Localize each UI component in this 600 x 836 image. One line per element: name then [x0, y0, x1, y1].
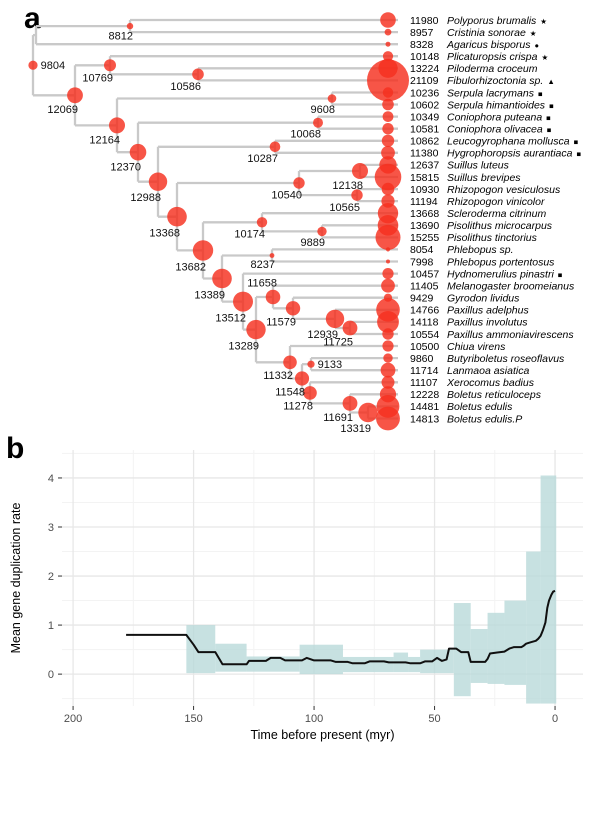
internal-node-circle — [343, 321, 358, 336]
node-support-label: 11332 — [263, 370, 293, 383]
x-axis-title: Time before present (myr) — [250, 728, 395, 742]
internal-node-circle — [293, 177, 304, 188]
node-support-label: 12138 — [332, 180, 363, 192]
node-support-label: 12370 — [110, 161, 141, 174]
internal-node-circle — [67, 87, 83, 103]
tip-label: 21109 Fibulorhizoctonia sp. ▲ — [410, 75, 555, 88]
tip-label: 11380 Hygrophoropsis aurantiaca ■ — [410, 147, 582, 160]
internal-node-circle — [212, 269, 232, 289]
tip-label: 14118 Paxillus involutus — [410, 316, 528, 329]
square-icon: ■ — [537, 89, 543, 99]
tip-label: 10930 Rhizopogon vesiculosus — [410, 183, 561, 196]
node-support-label: 11278 — [283, 400, 313, 413]
node-support-label: 9804 — [40, 60, 66, 73]
x-tick-label: 200 — [63, 713, 83, 725]
node-support-label: 10586 — [170, 81, 201, 94]
tip-node-circle — [382, 340, 393, 351]
internal-node-circle — [28, 61, 37, 70]
tip-node-circle — [376, 225, 401, 250]
tip-node-circle — [386, 247, 390, 251]
gene-duplication-rate-chart — [0, 440, 600, 770]
internal-node-circle — [313, 118, 323, 128]
internal-node-circle — [317, 227, 326, 236]
tip-label: 10554 Paxillus ammoniavirescens — [410, 328, 574, 341]
node-support-label: 13289 — [228, 340, 259, 353]
node-support-label: 11691 — [323, 411, 353, 424]
internal-node-circle — [104, 59, 116, 71]
tip-label: 11714 Lanmaoa asiatica — [410, 365, 530, 377]
tip-label: 10148 Plicaturopsis crispa ★ — [410, 51, 549, 63]
node-support-label: 9889 — [300, 237, 325, 250]
star-icon: ★ — [529, 28, 537, 38]
node-support-label: 10540 — [271, 189, 302, 202]
node-support-label: 12069 — [47, 104, 78, 117]
node-support-label: 13682 — [175, 261, 206, 274]
x-tick-label: 150 — [184, 713, 203, 725]
node-support-label: 10068 — [290, 128, 321, 141]
square-icon: ■ — [573, 137, 579, 147]
internal-node-circle — [192, 69, 204, 81]
dot-icon: ● — [534, 41, 539, 50]
tip-node-circle — [382, 99, 394, 111]
tip-node-circle — [383, 353, 392, 362]
internal-node-circle — [270, 253, 275, 258]
internal-node-circle — [127, 23, 133, 29]
tip-label: 15815 Suillus brevipes — [410, 171, 521, 184]
tip-node-circle — [386, 260, 390, 264]
tip-label: 11194 Rhizopogon vinicolor — [410, 195, 545, 208]
node-support-label: 12164 — [89, 134, 120, 147]
internal-node-circle — [246, 320, 265, 339]
tip-node-circle — [383, 111, 394, 122]
internal-node-circle — [257, 217, 267, 227]
tip-label: 8328 Agaricus bisporus ● — [410, 39, 539, 51]
tip-label: 10457 Hydnomerulius pinastri ■ — [410, 268, 563, 281]
node-support-label: 9608 — [310, 103, 335, 116]
tip-node-circle — [382, 123, 393, 134]
square-icon: ■ — [546, 125, 552, 135]
node-support-label: 11658 — [247, 277, 277, 290]
x-tick-label: 100 — [304, 713, 324, 725]
node-support-label: 13512 — [215, 312, 246, 325]
tip-label: 14766 Paxillus adelphus — [410, 304, 529, 317]
y-tick-label: 0 — [47, 669, 54, 682]
node-support-label: 11579 — [266, 316, 296, 329]
tip-label: 15255 Pisolithus tinctorius — [410, 232, 537, 245]
internal-node-circle — [352, 163, 368, 179]
internal-node-circle — [328, 94, 337, 103]
y-axis-title: Mean gene duplication rate — [9, 502, 23, 654]
tip-node-circle — [383, 87, 393, 97]
tip-label: 14813 Boletus edulis.P — [410, 413, 523, 426]
y-tick-label: 1 — [47, 620, 54, 633]
node-support-label: 13368 — [149, 227, 180, 240]
panel-a-label: a — [24, 2, 41, 35]
chart-axes — [48, 473, 558, 725]
square-icon: ■ — [576, 149, 582, 159]
tip-node-circle — [386, 42, 391, 47]
tip-label: 10581 Coniophora olivacea ■ — [410, 123, 552, 136]
tip-label: 12228 Boletus reticuloceps — [410, 389, 541, 402]
square-icon: ■ — [546, 113, 551, 123]
node-support-label: 9133 — [317, 359, 343, 372]
tip-node-circle — [380, 12, 396, 28]
tip-node-circle — [382, 328, 393, 339]
tip-label: 11980 Polyporus brumalis ★ — [410, 14, 548, 27]
tip-node-circle — [382, 135, 394, 147]
tree-tip-labels — [410, 15, 582, 426]
node-support-label: 10174 — [234, 228, 265, 241]
tip-label: 10500 Chiua virens — [410, 340, 506, 353]
tip-label: 10236 Serpula lacrymans ■ — [410, 87, 543, 100]
tip-node-circle — [385, 29, 392, 36]
tip-label: 7998 Phlebopus portentosus — [410, 256, 555, 269]
tip-label: 13668 Scleroderma citrinum — [410, 208, 547, 220]
node-support-label: 13389 — [194, 289, 225, 302]
internal-node-circle — [193, 240, 213, 260]
tip-label: 10862 Leucogyrophana mollusca ■ — [410, 135, 579, 148]
y-tick-label: 3 — [47, 521, 54, 534]
confidence-band — [186, 476, 556, 704]
internal-node-circle — [266, 290, 281, 305]
tip-label: 8957 Cristinia sonorae ★ — [410, 26, 537, 39]
node-support-label: 10565 — [329, 201, 360, 214]
node-support-label: 10769 — [82, 72, 113, 85]
tip-label: 11107 Xerocomus badius — [410, 377, 534, 390]
tip-node-circle — [382, 183, 395, 196]
internal-node-circle — [343, 396, 358, 411]
star-icon: ★ — [541, 53, 549, 62]
internal-node-circle — [233, 292, 253, 312]
tip-label: 9860 Butyriboletus roseoflavus — [410, 352, 565, 365]
triangle-icon: ▲ — [547, 77, 555, 87]
tip-label: 8054 Phlebopus sp. — [410, 244, 514, 257]
tip-label: 13690 Pisolithus microcarpus — [410, 220, 553, 233]
internal-node-circle — [149, 173, 167, 191]
node-support-label: 8812 — [108, 30, 133, 43]
tip-node-circle — [381, 279, 395, 293]
node-support-label: 8237 — [250, 258, 275, 271]
node-support-label: 11548 — [275, 386, 305, 399]
internal-node-circle — [295, 371, 309, 385]
tip-label: 9429 Gyrodon lividus — [410, 292, 520, 305]
tip-label: 11405 Melanogaster broomeianus — [410, 280, 575, 293]
tip-label: 10349 Coniophora puteana ■ — [410, 111, 551, 124]
internal-node-circle — [130, 144, 147, 161]
tip-label: 14481 Boletus edulis — [410, 401, 513, 414]
internal-node-circle — [326, 310, 344, 328]
node-support-label: 13319 — [340, 423, 371, 436]
tip-label: 12637 Suillus luteus — [410, 159, 509, 172]
internal-node-circle — [270, 142, 281, 153]
internal-node-circle — [167, 207, 187, 227]
tip-node-circle — [376, 407, 400, 431]
internal-node-circle — [303, 386, 317, 400]
internal-node-circle — [307, 361, 314, 368]
x-tick-label: 50 — [428, 713, 441, 725]
square-icon: ■ — [549, 101, 554, 111]
y-tick-label: 4 — [47, 472, 54, 485]
node-support-label: 11725 — [323, 336, 353, 349]
panel-b-label: b — [6, 432, 25, 465]
tip-node-circle — [381, 363, 396, 378]
square-icon: ■ — [557, 270, 563, 280]
tip-node-circle — [382, 268, 393, 279]
internal-node-circle — [109, 117, 125, 133]
node-support-label: 10287 — [247, 153, 278, 166]
star-icon: ★ — [540, 16, 548, 26]
x-tick-label: 0 — [551, 713, 559, 725]
internal-node-circle — [358, 403, 377, 422]
y-tick-label: 2 — [47, 571, 54, 584]
tip-label: 10602 Serpula himantioides ■ — [410, 99, 554, 112]
node-support-label: 12939 — [307, 329, 338, 342]
node-support-label: 12988 — [130, 191, 161, 204]
internal-node-circle — [283, 356, 297, 370]
internal-node-circle — [286, 301, 300, 315]
tip-label: 13224 Piloderma croceum — [410, 63, 538, 76]
